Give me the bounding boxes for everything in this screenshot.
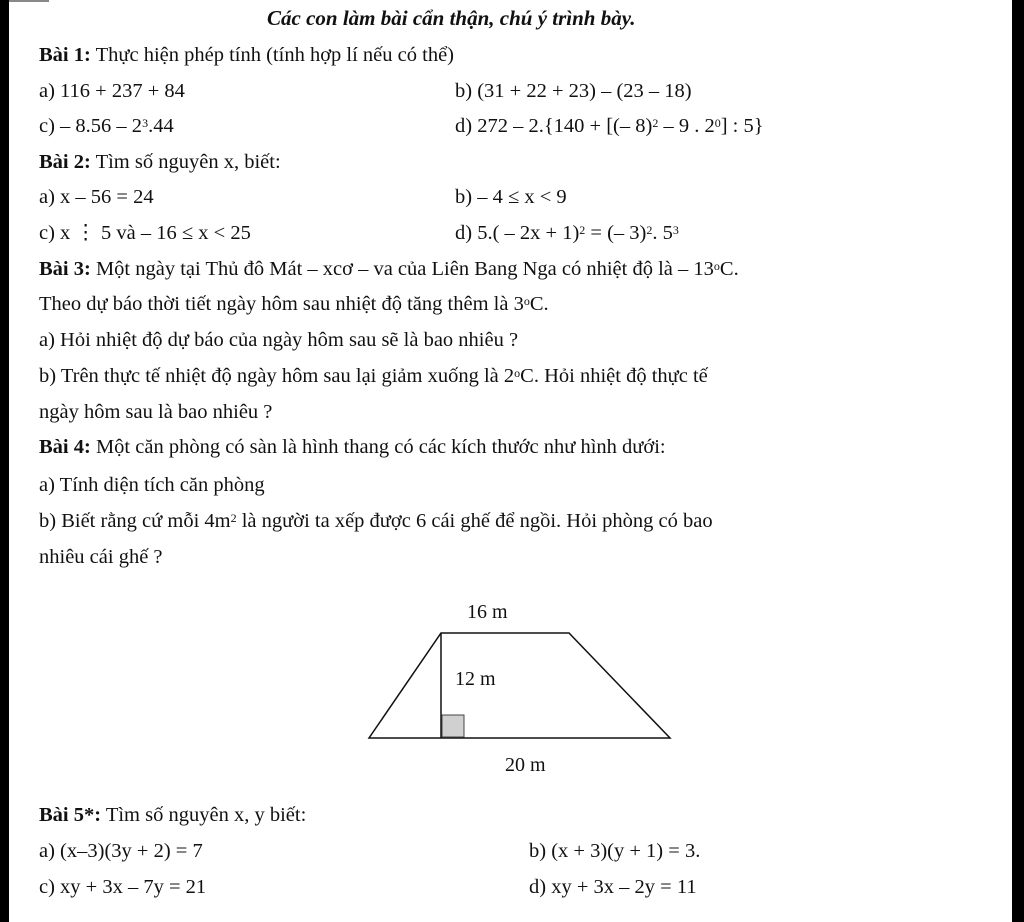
bai4-label: Bài 4: xyxy=(39,436,91,458)
bai4-heading xyxy=(39,435,666,459)
top-base-label: 16 m xyxy=(467,601,508,623)
bai3-line2 xyxy=(39,292,549,316)
trapezoid-shape xyxy=(369,633,670,738)
bai1-a: a) 116 + 237 + 84 xyxy=(39,80,185,102)
bai2-d-mid2: . 5 xyxy=(652,222,673,244)
bai2-c: c) x ⋮ 5 và – 16 ≤ x < 25 xyxy=(39,222,251,244)
bai3-b-sup: o xyxy=(514,366,521,380)
bai2-d-pre: d) 5.( – 2x + 1) xyxy=(455,222,580,244)
bai1-d-sup1: 2 xyxy=(652,116,659,130)
bai3-a: a) Hỏi nhiệt độ dự báo của ngày hôm sau sẽ là bao nhiêu ? xyxy=(39,329,519,351)
trapezoid-figure xyxy=(349,590,689,790)
bai1-d-post: ] : 5} xyxy=(720,115,764,137)
top-rule xyxy=(9,0,49,2)
bai1-b: b) (31 + 22 + 23) – (23 – 18) xyxy=(455,80,692,102)
bai1-d-sup2: 0 xyxy=(714,116,721,130)
bai5-heading xyxy=(39,803,306,827)
bai1-d-pre: d) 272 – 2.{140 + [(– 8) xyxy=(455,115,653,137)
bai3-b-post: C. Hỏi nhiệt độ thực tế xyxy=(520,365,708,387)
bai2-text: Tìm số nguyên x, biết: xyxy=(95,151,281,173)
bai2-b: b) – 4 ≤ x < 9 xyxy=(455,186,567,208)
bai4-text: Một căn phòng có sàn là hình thang có các kích thước như hình dưới: xyxy=(95,436,666,458)
bai4-b-sup: 2 xyxy=(230,511,237,525)
bai3-b xyxy=(39,364,708,388)
bai2-d-sup2: 2 xyxy=(646,223,653,237)
bai1-label: Bài 1: xyxy=(39,44,91,66)
bai3-b-pre: b) Trên thực tế nhiệt độ ngày hôm sau lại giảm xuống là 2 xyxy=(39,365,515,387)
bai5-c: c) xy + 3x – 7y = 21 xyxy=(39,876,207,898)
bai4-a: a) Tính diện tích căn phòng xyxy=(39,474,265,496)
bai1-d-mid: – 9 . 2 xyxy=(658,115,715,137)
bai4-b-line2: nhiêu cái ghế ? xyxy=(39,546,163,568)
bai2-heading xyxy=(39,150,281,174)
bai3-l2-sup: o xyxy=(523,294,530,308)
bai4-b-pre: b) Biết rằng cứ mỗi 4m xyxy=(39,510,231,532)
bai2-d-mid: = (– 3) xyxy=(585,222,647,244)
bai2-label: Bài 2: xyxy=(39,151,91,173)
bai3-l1-pre: Một ngày tại Thủ đô Mát – xcơ – va của Liên Bang Nga có nhiệt độ là – 13 xyxy=(95,258,714,280)
bai4-b xyxy=(39,509,713,533)
bottom-base-label: 20 m xyxy=(505,754,546,776)
bai5-b: b) (x + 3)(y + 1) = 3. xyxy=(529,840,701,862)
bai2-d-sup3: 3 xyxy=(672,223,679,237)
bai3-l2-post: C. xyxy=(529,293,549,315)
bai1-d xyxy=(455,114,764,138)
bai3-l1-sup: o xyxy=(713,259,720,273)
bai1-c xyxy=(39,114,174,138)
bai3-l1-post: C. xyxy=(719,258,739,280)
bai1-c-sup: 3 xyxy=(142,116,149,130)
height-label: 12 m xyxy=(455,668,496,690)
bai2-d-sup1: 2 xyxy=(579,223,586,237)
bai5-text: Tìm số nguyên x, y biết: xyxy=(105,804,307,826)
bai3-l2-pre: Theo dự báo thời tiết ngày hôm sau nhiệt độ tăng thêm là 3 xyxy=(39,293,524,315)
bai1-c-post: .44 xyxy=(148,115,174,137)
right-angle-marker xyxy=(442,715,464,737)
bai1-text: Thực hiện phép tính (tính hợp lí nếu có thể) xyxy=(95,44,455,66)
bai1-c-pre: c) – 8.56 – 2 xyxy=(39,115,143,137)
bai2-d xyxy=(455,221,679,245)
bai5-a: a) (x–3)(3y + 2) = 7 xyxy=(39,840,203,862)
bai3-b-line2: ngày hôm sau là bao nhiêu ? xyxy=(39,401,273,423)
bai5-label: Bài 5*: xyxy=(39,804,102,826)
bai4-b-post: là người ta xếp được 6 cái ghế để ngồi. Hỏi phòng có bao xyxy=(236,510,713,532)
bai3-label: Bài 3: xyxy=(39,258,91,280)
bai1-heading xyxy=(39,43,454,67)
worksheet-page xyxy=(9,0,1012,922)
worksheet-title: Các con làm bài cẩn thận, chú ý trình bày. xyxy=(267,6,636,30)
bai5-d: d) xy + 3x – 2y = 11 xyxy=(529,876,697,898)
bai3-line1 xyxy=(39,257,739,281)
bai2-a: a) x – 56 = 24 xyxy=(39,186,154,208)
